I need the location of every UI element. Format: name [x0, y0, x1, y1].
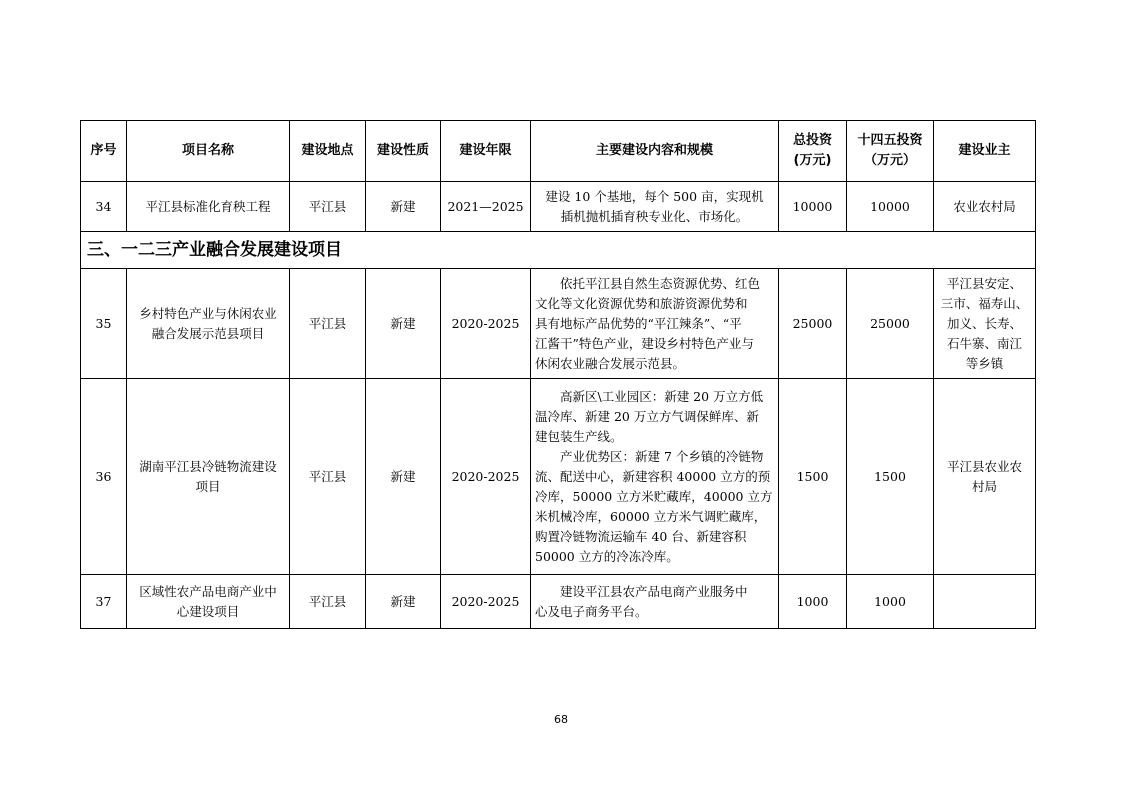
- content-line: 流、配送中心，新建容积 40000 立方的预: [535, 468, 771, 484]
- row-name: 平江县标准化育秧工程: [127, 182, 290, 232]
- header-fyp-investment: [847, 121, 934, 182]
- header-name: 项目名称: [127, 121, 290, 182]
- row-fyp: 1000: [847, 575, 934, 629]
- row-nature: 新建: [366, 269, 441, 379]
- row-name: [127, 575, 290, 629]
- header-num: 序号: [81, 121, 127, 182]
- content-line: 50000 立方的冷冻冷库。: [535, 548, 679, 564]
- row-name: [127, 269, 290, 379]
- name-line: 心建设项目: [176, 603, 240, 619]
- row-nature: 新建: [366, 182, 441, 232]
- row-owner: 农业农村局: [934, 182, 1036, 232]
- row-period: 2020-2025: [441, 575, 531, 629]
- content-line: 具有地标产品优势的“平江辣条”、“平: [535, 315, 742, 331]
- row-num: 36: [81, 379, 127, 575]
- name-line: 区域性农产品电商产业中: [139, 583, 277, 599]
- name-line: 乡村特色产业与休闲农业: [139, 305, 277, 321]
- page-number: 68: [554, 713, 568, 726]
- row-location: 平江县: [290, 379, 366, 575]
- row-period: 2020-2025: [441, 269, 531, 379]
- content-line: 高新区\工业园区：新建 20 万立方低: [560, 388, 764, 404]
- header-owner: 建设业主: [934, 121, 1036, 182]
- owner-line: 三市、福寿山、: [940, 295, 1029, 311]
- owner-line: 平江县安定、: [946, 275, 1022, 291]
- table-row: [81, 269, 1036, 379]
- row-period: 2021—2025: [441, 182, 531, 232]
- header-nature: 建设性质: [366, 121, 441, 182]
- row-owner: [934, 575, 1036, 629]
- row-total: 1500: [779, 379, 847, 575]
- name-line: 融合发展示范县项目: [151, 325, 265, 341]
- row-num: 37: [81, 575, 127, 629]
- content-line: 建设平江县农产品电商产业服务中: [560, 583, 748, 599]
- header-period: 建设年限: [441, 121, 531, 182]
- row-nature: 新建: [366, 575, 441, 629]
- content-line: 依托平江县自然生态资源优势、红色: [560, 275, 761, 291]
- content-line: 冷库，50000 立方米贮藏库，40000 立方: [535, 488, 773, 504]
- owner-line: 平江县农业农: [946, 458, 1022, 474]
- row-num: 35: [81, 269, 127, 379]
- header-total-investment: [779, 121, 847, 182]
- row-content: [531, 379, 779, 575]
- content-line: 产业优势区：新建 7 个乡镇的冷链物: [560, 448, 764, 464]
- row-total: 1000: [779, 575, 847, 629]
- row-owner: [934, 269, 1036, 379]
- row-location: 平江县: [290, 182, 366, 232]
- section-title: 三、一二三产业融合发展建设项目: [81, 232, 1036, 269]
- content-line: 心及电子商务平台。: [535, 603, 648, 619]
- row-content: [531, 575, 779, 629]
- section-row: [81, 232, 1036, 269]
- name-line: 项目: [195, 478, 221, 494]
- content-line: 休闲农业融合发展示范县。: [535, 355, 686, 371]
- row-num: 34: [81, 182, 127, 232]
- content-line: 购置冷链物流运输车 40 台、新建容积: [535, 528, 747, 544]
- content-line: 文化等文化资源优势和旅游资源优势和: [535, 295, 748, 311]
- row-content: [531, 269, 779, 379]
- row-name: [127, 379, 290, 575]
- header-total-line1: 总投资: [792, 133, 832, 148]
- row-period: 2020-2025: [441, 379, 531, 575]
- header-fyp-line1: 十四五投资: [857, 133, 923, 148]
- table-row: [81, 379, 1036, 575]
- content-line: 江酱干”特色产业，建设乡村特色产业与: [535, 335, 754, 351]
- table-row: [81, 575, 1036, 629]
- table-row: [81, 182, 1036, 232]
- row-total: 10000: [779, 182, 847, 232]
- row-fyp: 10000: [847, 182, 934, 232]
- row-content: [531, 182, 779, 232]
- row-nature: 新建: [366, 379, 441, 575]
- content-line: 米机械冷库，60000 立方米气调贮藏库，: [535, 508, 767, 524]
- content-line: 插机抛机插育秧专业化、市场化。: [560, 208, 749, 224]
- content-line: 建设 10 个基地，每个 500 亩，实现机: [545, 188, 764, 204]
- owner-line: 加义、长寿、: [946, 315, 1022, 331]
- content-line: 温冷库、新建 20 万立方气调保鲜库、新: [535, 408, 759, 424]
- name-line: 湖南平江县冷链物流建设: [139, 458, 277, 474]
- row-location: 平江县: [290, 269, 366, 379]
- header-content: 主要建设内容和规模: [531, 121, 779, 182]
- projects-table: [80, 120, 1036, 629]
- owner-line: 石牛寨、南江: [946, 335, 1022, 351]
- header-location: 建设地点: [290, 121, 366, 182]
- row-total: 25000: [779, 269, 847, 379]
- header-row: [81, 121, 1036, 182]
- content-line: 建包装生产线。: [535, 428, 623, 444]
- row-fyp: 25000: [847, 269, 934, 379]
- row-owner: [934, 379, 1036, 575]
- header-fyp-line2: （万元）: [863, 153, 916, 168]
- row-location: 平江县: [290, 575, 366, 629]
- header-total-line2: (万元): [793, 153, 832, 168]
- row-fyp: 1500: [847, 379, 934, 575]
- owner-line: 等乡镇: [965, 355, 1004, 371]
- owner-line: 村局: [971, 478, 997, 494]
